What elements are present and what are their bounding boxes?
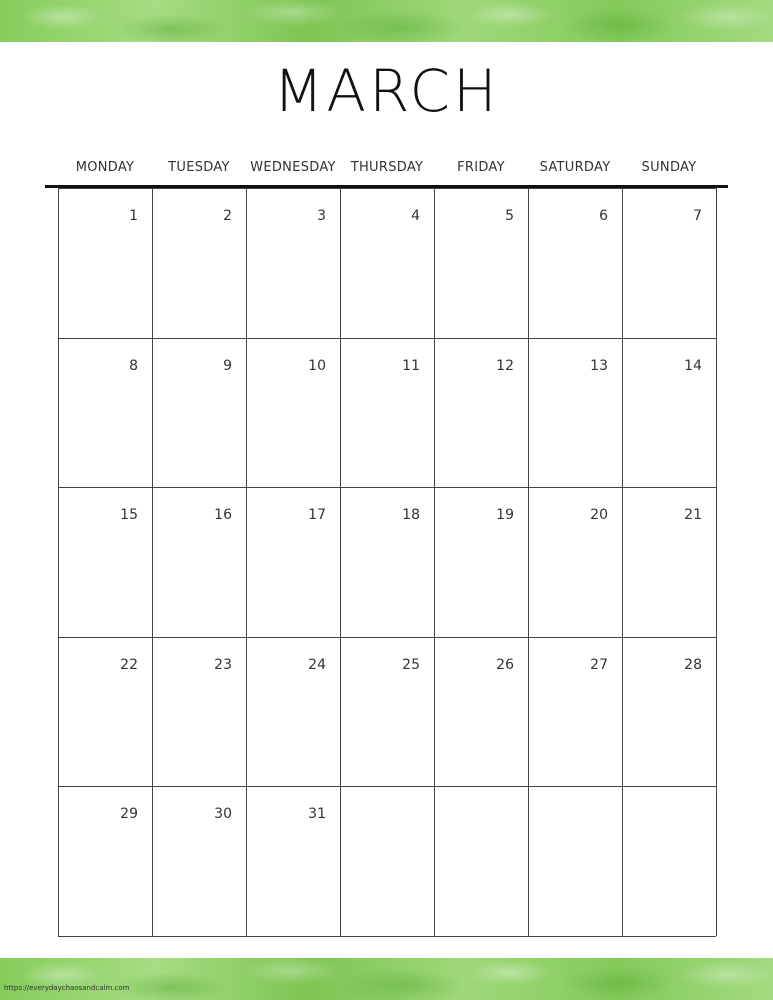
day-number: 13 [590, 357, 608, 374]
day-cell-empty [435, 786, 529, 936]
month-title: MARCH [273, 57, 500, 125]
weekday-label: SATURDAY [539, 160, 611, 175]
day-cell [341, 338, 435, 488]
day-cell [247, 487, 341, 637]
day-number: 17 [308, 507, 326, 524]
day-number: 18 [402, 507, 420, 524]
day-number: 14 [684, 357, 702, 374]
bottom-decorative-band [0, 958, 773, 1000]
footer-url: https://everydaychaosandcalm.com [4, 984, 130, 992]
day-cell [435, 487, 529, 637]
day-number: 7 [693, 208, 702, 224]
day-number: 26 [496, 656, 514, 673]
day-cell [341, 188, 435, 338]
day-cell [59, 188, 153, 338]
day-number: 1 [129, 208, 138, 224]
day-number: 11 [402, 357, 420, 374]
day-cell [59, 487, 153, 637]
top-decorative-band [0, 0, 773, 42]
day-number: 10 [308, 357, 326, 374]
day-cell [623, 338, 717, 488]
day-cell [153, 786, 247, 936]
day-number: 6 [599, 208, 608, 224]
day-number: 20 [590, 507, 608, 524]
day-number: 3 [317, 208, 326, 224]
weekday-label: FRIDAY [457, 160, 505, 175]
weekday-header-row [58, 160, 716, 180]
day-cell [435, 338, 529, 488]
day-cell [153, 637, 247, 787]
day-number: 24 [308, 656, 326, 673]
weekday-label: WEDNESDAY [250, 160, 336, 175]
day-number: 16 [214, 507, 232, 524]
day-cell [59, 338, 153, 488]
day-cell-empty [529, 786, 623, 936]
day-cell [59, 786, 153, 936]
day-cell [153, 487, 247, 637]
day-number: 23 [214, 656, 232, 673]
day-cell [153, 338, 247, 488]
day-cell [247, 338, 341, 488]
day-number: 22 [120, 656, 138, 673]
day-cell [435, 637, 529, 787]
day-cell [247, 786, 341, 936]
day-cell [435, 188, 529, 338]
day-number: 27 [590, 656, 608, 673]
weekday-label: THURSDAY [350, 160, 424, 175]
day-number: 21 [684, 507, 702, 524]
day-number: 25 [402, 656, 420, 673]
day-cell [529, 338, 623, 488]
day-cell [153, 188, 247, 338]
day-cell [247, 188, 341, 338]
day-number: 8 [129, 357, 138, 374]
day-cell [341, 637, 435, 787]
weekday-label: SUNDAY [641, 160, 697, 175]
day-cell-empty [341, 786, 435, 936]
day-number: 15 [120, 507, 138, 524]
day-number: 9 [223, 357, 232, 374]
day-number: 29 [120, 806, 138, 823]
day-number: 28 [684, 656, 702, 673]
weekday-label: MONDAY [75, 160, 135, 175]
weekday-label: TUESDAY [168, 160, 230, 175]
day-number: 4 [411, 208, 420, 224]
day-number: 5 [505, 208, 514, 224]
day-number: 12 [496, 357, 514, 374]
day-number: 30 [214, 806, 232, 823]
day-number: 31 [308, 806, 326, 823]
day-cell [623, 188, 717, 338]
day-cell [59, 637, 153, 787]
day-cell [529, 487, 623, 637]
day-cell-empty [623, 786, 717, 936]
calendar-grid [58, 188, 716, 937]
day-cell [341, 487, 435, 637]
day-number: 19 [496, 507, 514, 524]
day-cell [529, 637, 623, 787]
day-cell [623, 487, 717, 637]
day-cell [247, 637, 341, 787]
day-number: 2 [223, 208, 232, 224]
day-cell [623, 637, 717, 787]
day-cell [529, 188, 623, 338]
